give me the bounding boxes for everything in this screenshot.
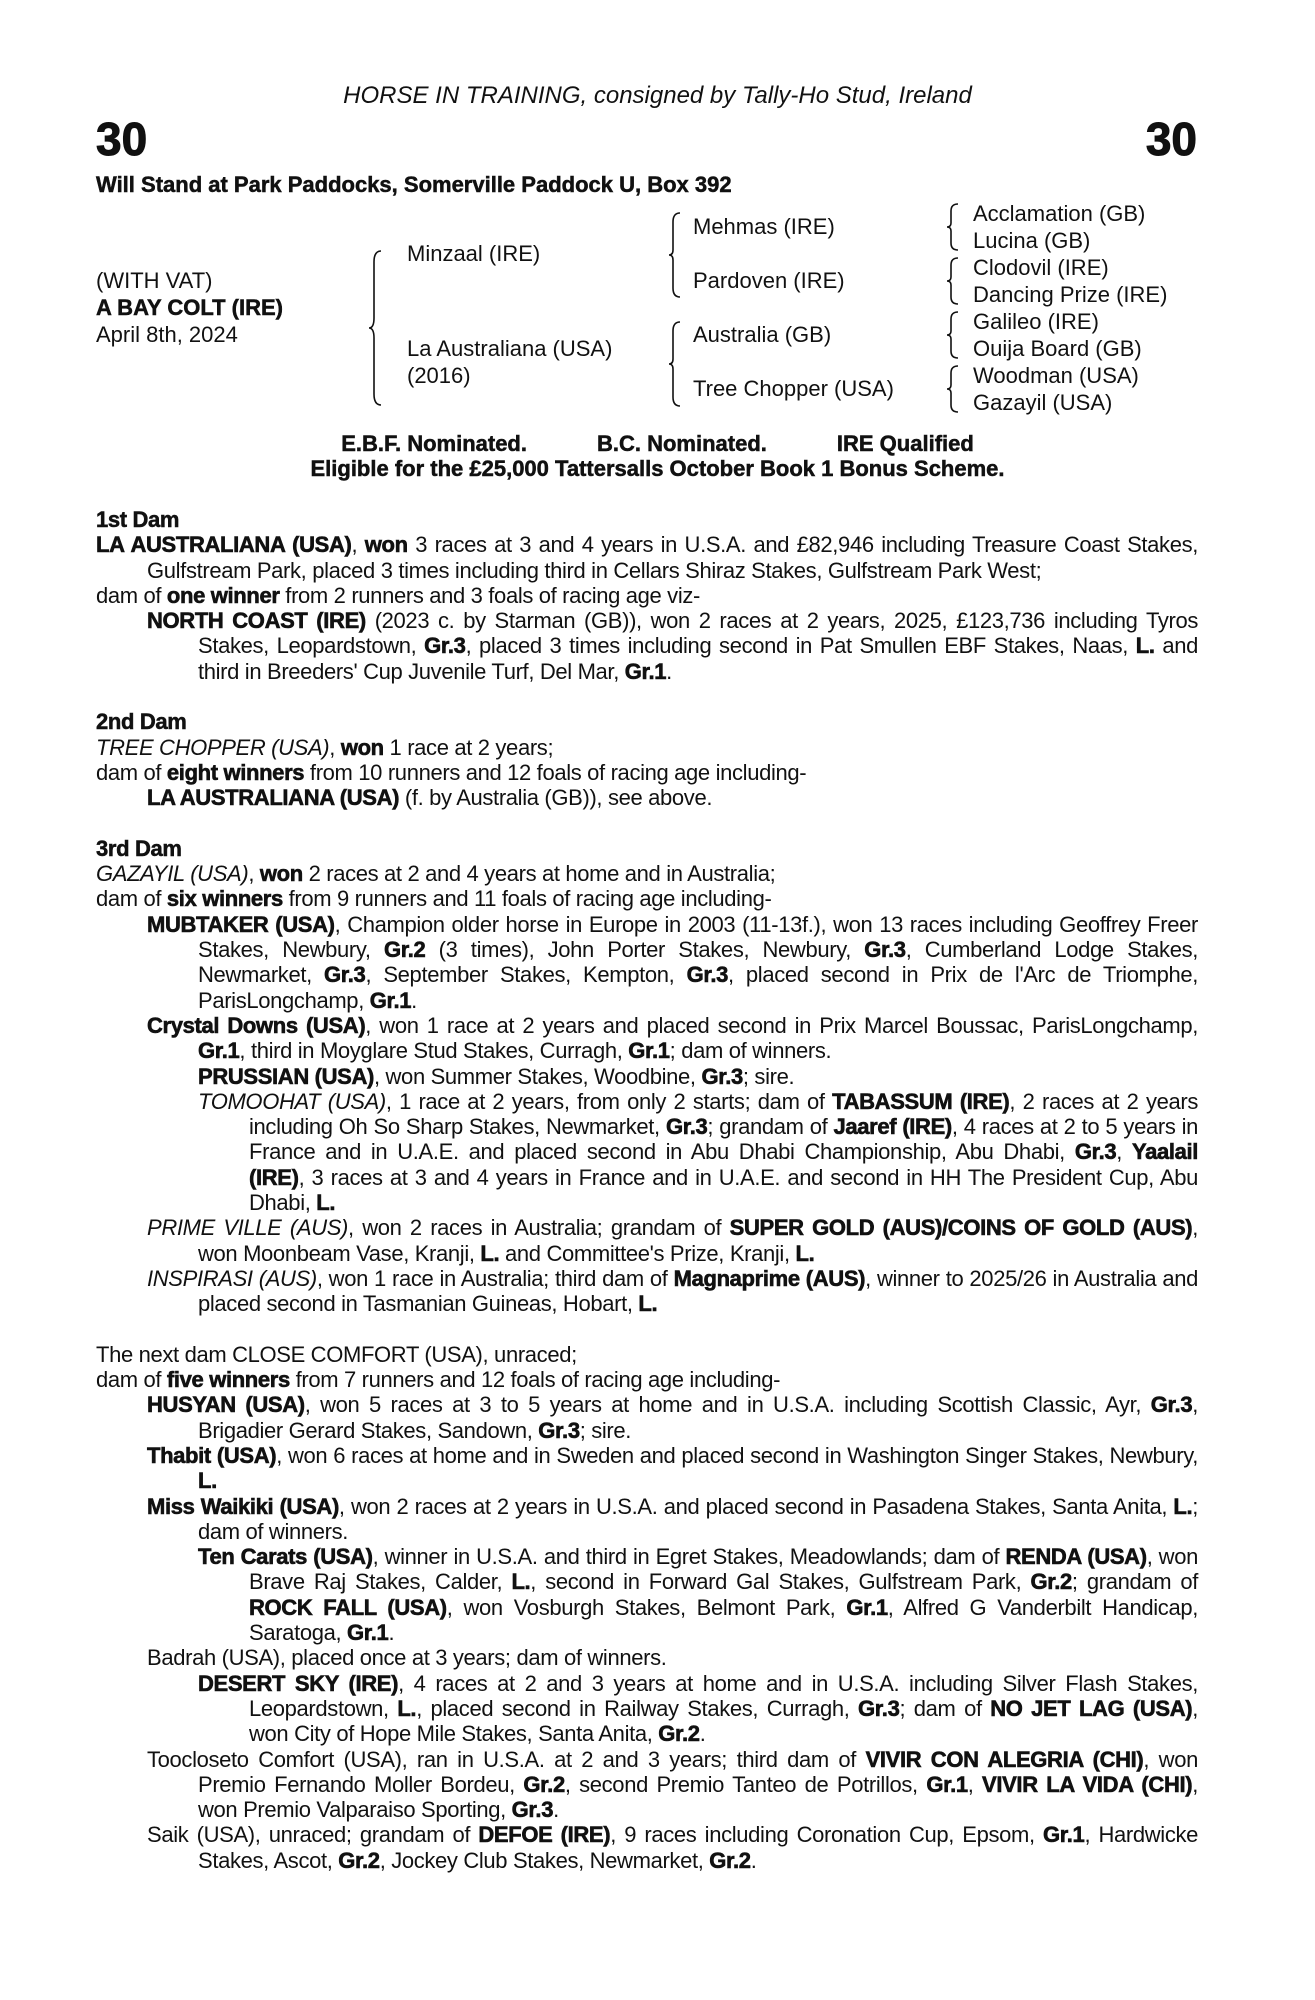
lot-number-right: 30 [1145,113,1197,165]
text: 2 races at 2 and 4 years at home and in Australia; [302,861,776,887]
produce-entry [96,1013,1198,1064]
bold-text: TABASSUM (IRE) [832,1088,1010,1114]
italic-text: PRIME VILLE (AUS) [147,1215,349,1241]
family-section [96,1342,1198,1873]
gen3-ancestor: Gazayil (USA) [973,390,1113,415]
bold-text: MUBTAKER (USA) [147,911,335,937]
brace-icon [946,365,960,413]
text: from 7 runners and 12 foals of racing age including- [289,1367,781,1393]
gen3-ancestor: Acclamation (GB) [973,201,1146,226]
family-section [96,709,1198,810]
text: , [329,734,341,760]
family-section [96,507,1198,684]
text: Badrah (USA), placed once at 3 years; dam of winners. [147,1645,667,1671]
text: (2023 c. by Starman (GB)), won 2 races at 2 years, 2025, £123,736 including Tyros Stakes, Leopardstown, [198,608,1198,659]
text: ; dam of winners. [669,1038,832,1064]
produce-entry [96,1367,1198,1392]
produce-entry [96,886,1198,911]
gen3-ancestor: Woodman (USA) [973,363,1139,388]
bold-text: Gr.3 [858,1695,900,1721]
text: , won 1 race in Australia; third dam of [316,1265,674,1291]
produce-entry [96,1089,1198,1215]
bold-text: six winners [166,886,283,912]
bold-text: Gr.1 [369,987,412,1013]
text: , winner in U.S.A. and third in Egret Stakes, Meadowlands; dam of [372,1544,1006,1570]
text: , won Premio Fernando Moller Bordeu, [198,1746,1198,1797]
dam: La Australiana (USA) [407,336,613,361]
text: dam of [96,759,167,785]
produce-entry [96,608,1198,684]
produce-entry [96,1544,1198,1645]
bold-text: L. [511,1569,531,1595]
italic-text: INSPIRASI (AUS) [147,1265,317,1291]
text: , [967,1771,983,1797]
bold-text: Gr.1 [1043,1822,1085,1848]
brace-icon [946,203,960,251]
text: . [388,1620,395,1646]
dam-sire: Australia (GB) [693,322,832,347]
dam-year: (2016) [407,363,471,388]
text: , third in Moyglare Stud Stakes, Curragh, [239,1038,629,1064]
bold-text: DESERT SKY (IRE) [198,1670,399,1696]
text: , won 5 races at 3 to 5 years at home and in U.S.A. including Scottish Classic, Ayr, [304,1392,1151,1418]
text: , Brigadier Gerard Stakes, Sandown, [198,1392,1198,1443]
text: , won 6 races at home and in Sweden and placed second in Washington Singer Stakes, Newbury, [276,1442,1198,1468]
text: ; grandam of [1071,1569,1198,1595]
bold-text: VIVIR CON ALEGRIA (CHI) [865,1746,1144,1772]
gen3-ancestor: Dancing Prize (IRE) [973,282,1168,307]
horse-name: A BAY COLT (IRE) [96,295,284,320]
text: , won Moonbeam Vase, Kranji, [198,1215,1199,1266]
bold-text: NORTH COAST (IRE) [147,608,366,634]
text: (f. by Australia (GB)), see above. [399,785,713,811]
text: , 1 race at 2 years, from only 2 starts; dam of [385,1088,833,1114]
bold-text: L. [480,1240,500,1266]
sire: Minzaal (IRE) [407,241,541,266]
brace-icon [946,257,960,305]
bold-text: Gr.2 [1030,1569,1072,1595]
text: ; dam of winners. [198,1493,1198,1544]
dam-dam: Tree Chopper (USA) [693,376,894,401]
text: , won City of Hope Mile Stakes, Santa Anita, [249,1695,1198,1747]
bold-text: Gr.3 [686,962,728,988]
text: 1 race at 2 years; [383,734,554,760]
text: from 10 runners and 12 foals of racing age including- [304,759,807,785]
text: , placed second in Prix de l'Arc de Triomphe, ParisLongchamp, [198,962,1198,1013]
lot-number-left: 30 [96,113,148,165]
text: , won Brave Raj Stakes, Calder, [249,1544,1198,1595]
bold-text: Gr.2 [523,1771,565,1797]
text: ; sire. [742,1063,795,1089]
foaling-date: April 8th, 2024 [96,322,238,347]
sire-sire: Mehmas (IRE) [693,214,835,239]
vat-note: (WITH VAT) [96,268,213,293]
bc-nominated: B.C. Nominated. [596,431,767,456]
bold-text: Gr.3 [1074,1139,1117,1165]
produce-entry [96,583,1198,608]
bold-text: Gr.3 [665,1114,708,1140]
bold-text: Gr.3 [511,1797,554,1823]
bold-text: VIVIR LA VIDA (CHI) [982,1771,1193,1797]
bold-text: L. [397,1695,417,1721]
text: , winner to 2025/26 in Australia and placed second in Tasmanian Guineas, Hobart, [198,1265,1198,1317]
brace-icon [368,250,384,406]
text: . [666,658,672,684]
text: , won Vosburgh Stakes, Belmont Park, [446,1594,847,1620]
text: , won 2 races in Australia; grandam of [348,1215,730,1241]
bold-text: L. [638,1291,658,1317]
bold-text: Gr.3 [424,633,466,659]
text: Toocloseto Comfort (USA), ran in U.S.A. at 2 and 3 years; third dam of [147,1746,866,1772]
text: , second Premio Tanteo de Potrillos, [564,1771,927,1797]
text: . [553,1797,559,1823]
bold-text: L. [316,1190,336,1216]
text: , 9 races including Coronation Cup, Epsom, [610,1822,1044,1848]
gen3-ancestor: Ouija Board (GB) [973,336,1142,361]
text: dam of [96,886,167,912]
section-heading: 1st Dam [96,507,180,532]
text: , 4 races at 2 to 5 years in France and in U.A.E. and placed second in Abu Dhabi Championship, Abu Dhabi, [249,1114,1198,1165]
bold-text: RENDA (USA) [1005,1544,1147,1570]
bold-text: Gr.3 [701,1063,743,1089]
bold-text: five winners [166,1367,290,1393]
bold-text: Magnaprime (AUS) [673,1265,866,1291]
bold-text: Gr.1 [628,1038,670,1064]
text: . [411,987,417,1013]
text: , Champion older horse in Europe in 2003 (11-13f.), won 13 races including Geoffrey Freer Stakes, Newbury, [198,911,1198,963]
italic-text: GAZAYIL (USA) [96,861,249,887]
produce-entry [96,785,1198,810]
text: dam of [96,1367,167,1393]
text: . [750,1847,757,1873]
produce-entry [96,861,1198,886]
bold-text: NO JET LAG (USA) [990,1695,1193,1721]
produce-entry [96,1266,1198,1317]
text: . [699,1721,706,1747]
bold-text: Miss Waikiki (USA) [147,1493,339,1519]
bold-text: Gr.1 [347,1620,389,1646]
italic-text: TREE CHOPPER (USA) [96,734,330,760]
produce-entry [96,735,1198,760]
bold-text: Jaaref (IRE) [833,1114,952,1140]
text: , 2 races at 2 years including Oh So Sharp Stakes, Newmarket, [249,1088,1198,1140]
produce-entry [96,1342,1198,1367]
brace-icon [946,311,960,359]
brace-icon [668,212,682,298]
produce-entry [96,1494,1198,1545]
produce-entry [96,532,1198,583]
produce-entry [96,1215,1198,1266]
bold-text: Gr.2 [658,1721,700,1747]
text: , Jockey Club Stakes, Newmarket, [379,1847,710,1873]
text: , [1116,1139,1132,1165]
bold-text: L. [198,1468,217,1494]
produce-entry [96,912,1198,1013]
gen3-ancestor: Clodovil (IRE) [973,255,1109,280]
produce-entry [96,1645,1198,1670]
sire-dam: Pardoven (IRE) [693,268,845,293]
text: , won Premio Valparaiso Sporting, [198,1771,1198,1823]
produce-entry [96,1443,1198,1494]
bold-text: PRUSSIAN (USA) [198,1063,374,1089]
text: , won 2 races at 2 years in U.S.A. and placed second in Pasadena Stakes, Santa Anita, [338,1493,1174,1519]
bold-text: HUSYAN (USA) [147,1392,305,1418]
bold-text: Gr.2 [709,1847,751,1873]
bold-text: DEFOE (IRE) [478,1822,611,1848]
text: The next dam CLOSE COMFORT (USA), unraced; [96,1341,577,1367]
text: ; dam of [899,1695,991,1721]
bold-text: one winner [166,582,280,608]
text: , won 1 race at 2 years and placed second in Prix Marcel Boussac, ParisLongchamp, [365,1012,1198,1038]
text: Saik (USA), unraced; grandam of [147,1822,479,1848]
text: , September Stakes, Kempton, [365,962,687,988]
gen3-ancestor: Galileo (IRE) [973,309,1099,334]
produce-entry [96,1822,1198,1873]
text: from 9 runners and 11 foals of racing age including- [282,886,772,912]
produce-entry [96,1747,1198,1823]
bold-text: won [364,532,408,558]
text: and third in Breeders' Cup Juvenile Turf, Del Mar, [198,633,1199,684]
bold-text: Gr.3 [538,1417,580,1443]
bold-text: won [259,861,303,887]
text: , won Summer Stakes, Woodbine, [374,1063,702,1089]
text: , [351,532,365,558]
gen3-ancestor: Lucina (GB) [973,228,1091,253]
bold-text: Thabit (USA) [147,1442,277,1468]
bold-text: ROCK FALL (USA) [249,1594,447,1620]
text: from 2 runners and 3 foals of racing age viz- [279,582,700,608]
bold-text: L. [1135,633,1155,659]
catalogue-title: HORSE IN TRAINING, consigned by Tally-Ho Stud, Ireland [343,82,972,109]
text: and Committee's Prize, Kranji, [499,1240,796,1266]
text: , Cumberland Lodge Stakes, Newmarket, [198,937,1198,988]
text: , 4 races at 2 and 3 years at home and in U.S.A. including Silver Flash Stakes, Leopardstown, [249,1670,1198,1721]
brace-icon [668,321,682,407]
section-heading: 3rd Dam [96,835,182,861]
text: , [248,861,260,887]
bold-text: Crystal Downs (USA) [147,1012,366,1038]
bold-text: Yaalail (IRE) [249,1139,1199,1190]
bold-text: L. [1173,1493,1193,1519]
text: , Alfred G Vanderbilt Handicap, Saratoga, [249,1594,1198,1646]
text: 3 races at 3 and 4 years in U.S.A. and £82,946 including Treasure Coast Stakes, Gulfstream Park, placed 3 times including third in Cellars Shiraz Stakes, Gulfstream Park West; [147,532,1198,583]
ire-qualified: IRE Qualified [836,431,974,456]
bold-text: Gr.3 [324,962,366,988]
bold-text: Gr.1 [926,1771,968,1797]
nominations [0,431,1315,457]
text: , 3 races at 3 and 4 years in France and in U.A.E. and second in HH The President Cup, Abu Dhabi, [249,1164,1198,1216]
bold-text: Gr.1 [846,1594,888,1620]
bold-text: Gr.1 [624,658,667,684]
text: ; sire. [579,1417,632,1443]
text: , placed second in Railway Stakes, Curragh, [416,1695,859,1721]
family-section [96,836,1198,1317]
italic-text: TOMOOHAT (USA) [198,1088,386,1114]
ebf-nominated: E.B.F. Nominated. [341,431,527,456]
text: , second in Forward Gal Stakes, Gulfstream Park, [530,1569,1031,1595]
section-heading: 2nd Dam [96,709,187,735]
bold-text: Gr.2 [338,1847,380,1873]
bold-text: SUPER GOLD (AUS)/COINS OF GOLD (AUS) [729,1215,1193,1241]
text: , Hardwicke Stakes, Ascot, [198,1822,1199,1873]
bold-text: won [340,734,384,760]
bonus-scheme: Eligible for the £25,000 Tattersalls October Book 1 Bonus Scheme. [310,456,1005,481]
produce-entry [96,760,1198,785]
bold-text: LA AUSTRALIANA (USA) [147,785,400,811]
dam-line-text [96,507,1198,1873]
produce-entry [96,1671,1198,1747]
stand-location: Will Stand at Park Paddocks, Somerville Paddock U, Box 392 [96,172,732,197]
produce-entry [96,1392,1198,1443]
produce-entry [96,1064,1198,1089]
bold-text: LA AUSTRALIANA (USA) [96,532,352,558]
text: (3 times), John Porter Stakes, Newbury, [425,937,865,963]
bold-text: L. [795,1240,815,1266]
bold-text: Gr.3 [864,937,906,963]
text: ; grandam of [707,1114,834,1140]
bold-text: Ten Carats (USA) [198,1544,373,1570]
bold-text: eight winners [166,759,305,785]
bold-text: Gr.3 [1150,1392,1193,1418]
bold-text: Gr.2 [383,937,426,963]
bold-text: Gr.1 [198,1038,240,1064]
text: , placed 3 times including second in Pat Smullen EBF Stakes, Naas, [465,633,1136,659]
text: dam of [96,582,167,608]
